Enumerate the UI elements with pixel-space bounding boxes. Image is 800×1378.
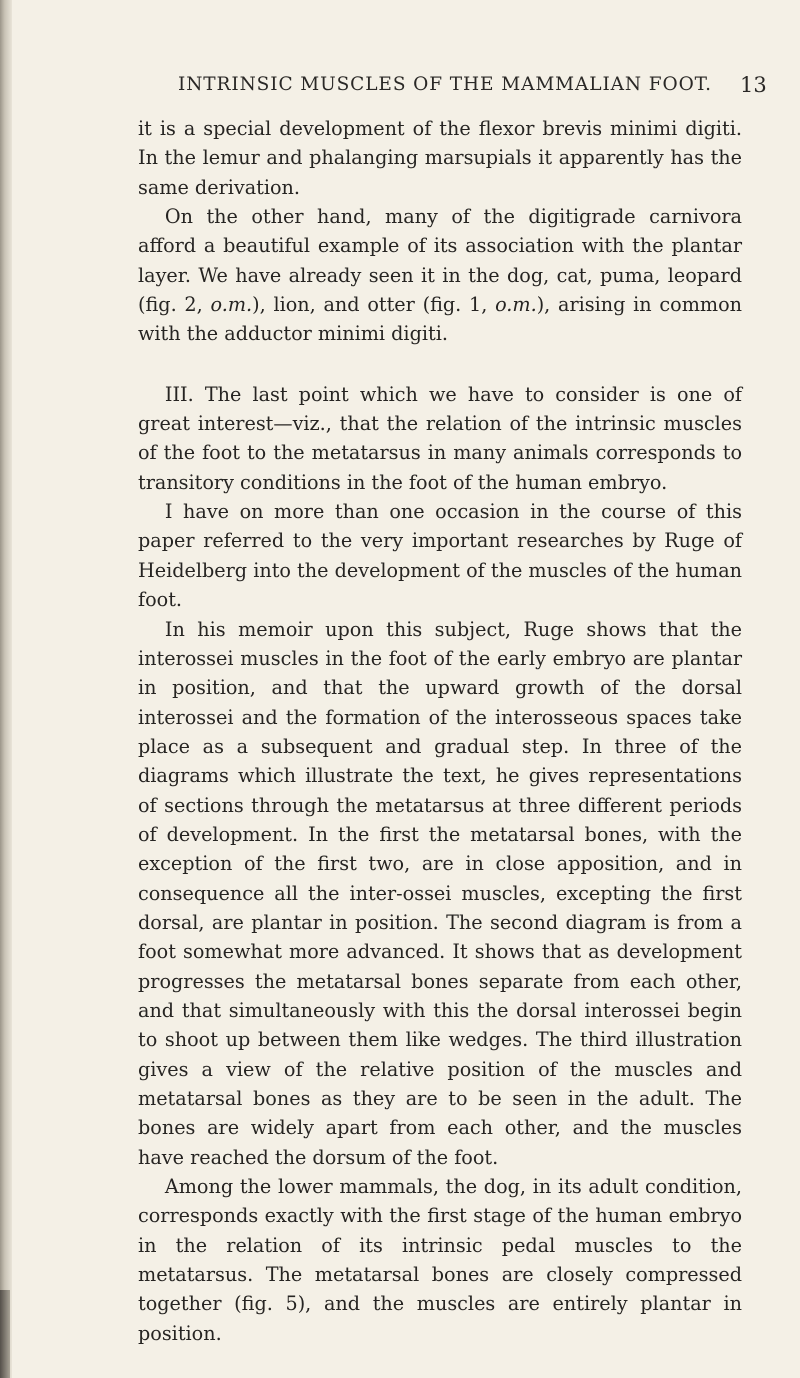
body-text — [138, 114, 742, 1348]
page-binding-edge — [0, 0, 12, 1378]
paragraph-4: I have on more than one occasion in the course of this paper referred to the very important researches by Ruge of Heidelberg into the development of the muscles of the human foot. — [138, 500, 742, 612]
page-number: 13 — [740, 73, 767, 97]
paragraph-2-text-b: ), lion, and otter (fig. 1, — [252, 293, 496, 317]
fig1-label-om: o.m. — [495, 293, 537, 317]
running-title: INTRINSIC MUSCLES OF THE MAMMALIAN FOOT. — [178, 74, 712, 95]
paragraph-5: In his memoir upon this subject, Ruge shows that the interossei muscles in the foot of the early embryo are plantar in position, and that the upward growth of the dorsal interossei and the formation of the interosseous spaces take place as a subsequent and gradual step. In three of the diagrams which illustrate the text, he gives representations of sections through the metatarsus at three different periods of development. In the first the metatarsal bones, with the exception of the first two, are in close apposition, and in consequence all the inter-ossei muscles, excepting the first dorsal, are plantar in position. The second diagram is from a foot somewhat more advanced. It shows that as development progresses the metatarsal bones separate from each other, and that simultaneously with this the dorsal interossei begin to shoot up between them like wedges. The third illustration gives a view of the relative position of the muscles and metatarsal bones as they are to be seen in the adult. The bones are widely apart from each other, and the muscles have reached the dorsum of the foot. — [138, 617, 742, 1169]
paragraph-2-text-a: On the other hand, many of the digitigrade carnivora afford a beautiful example of its association with the plantar layer. We have already seen it in the dog, cat, puma, leopard (fig. 2, — [138, 205, 742, 317]
paragraph-2-text-c: ), arising in common with the adductor minimi digiti. — [138, 293, 743, 346]
paragraph-2 — [138, 202, 742, 349]
paragraph-3-section-iii: III. The last point which we have to consider is one of great interest—viz., that the relation of the intrinsic muscles of the foot to the metatarsus in many animals corresponds to transitory conditions in the foot of the human embryo. — [138, 382, 742, 494]
page-header — [0, 74, 800, 104]
paragraph-1: it is a special development of the flexor brevis minimi digiti. In the lemur and phalanging marsupials it apparently has the same derivation. — [138, 117, 742, 199]
fig2-label-om: o.m. — [210, 293, 253, 317]
page-corner-shadow — [0, 1290, 10, 1378]
paragraph-6: Among the lower mammals, the dog, in its adult condition, corresponds exactly with the first stage of the human embryo in the relation of its intrinsic pedal muscles to the metatarsus. The metatarsal bones are closely compressed together (fig. 5), and the muscles are entirely plantar in position. — [138, 1175, 742, 1345]
